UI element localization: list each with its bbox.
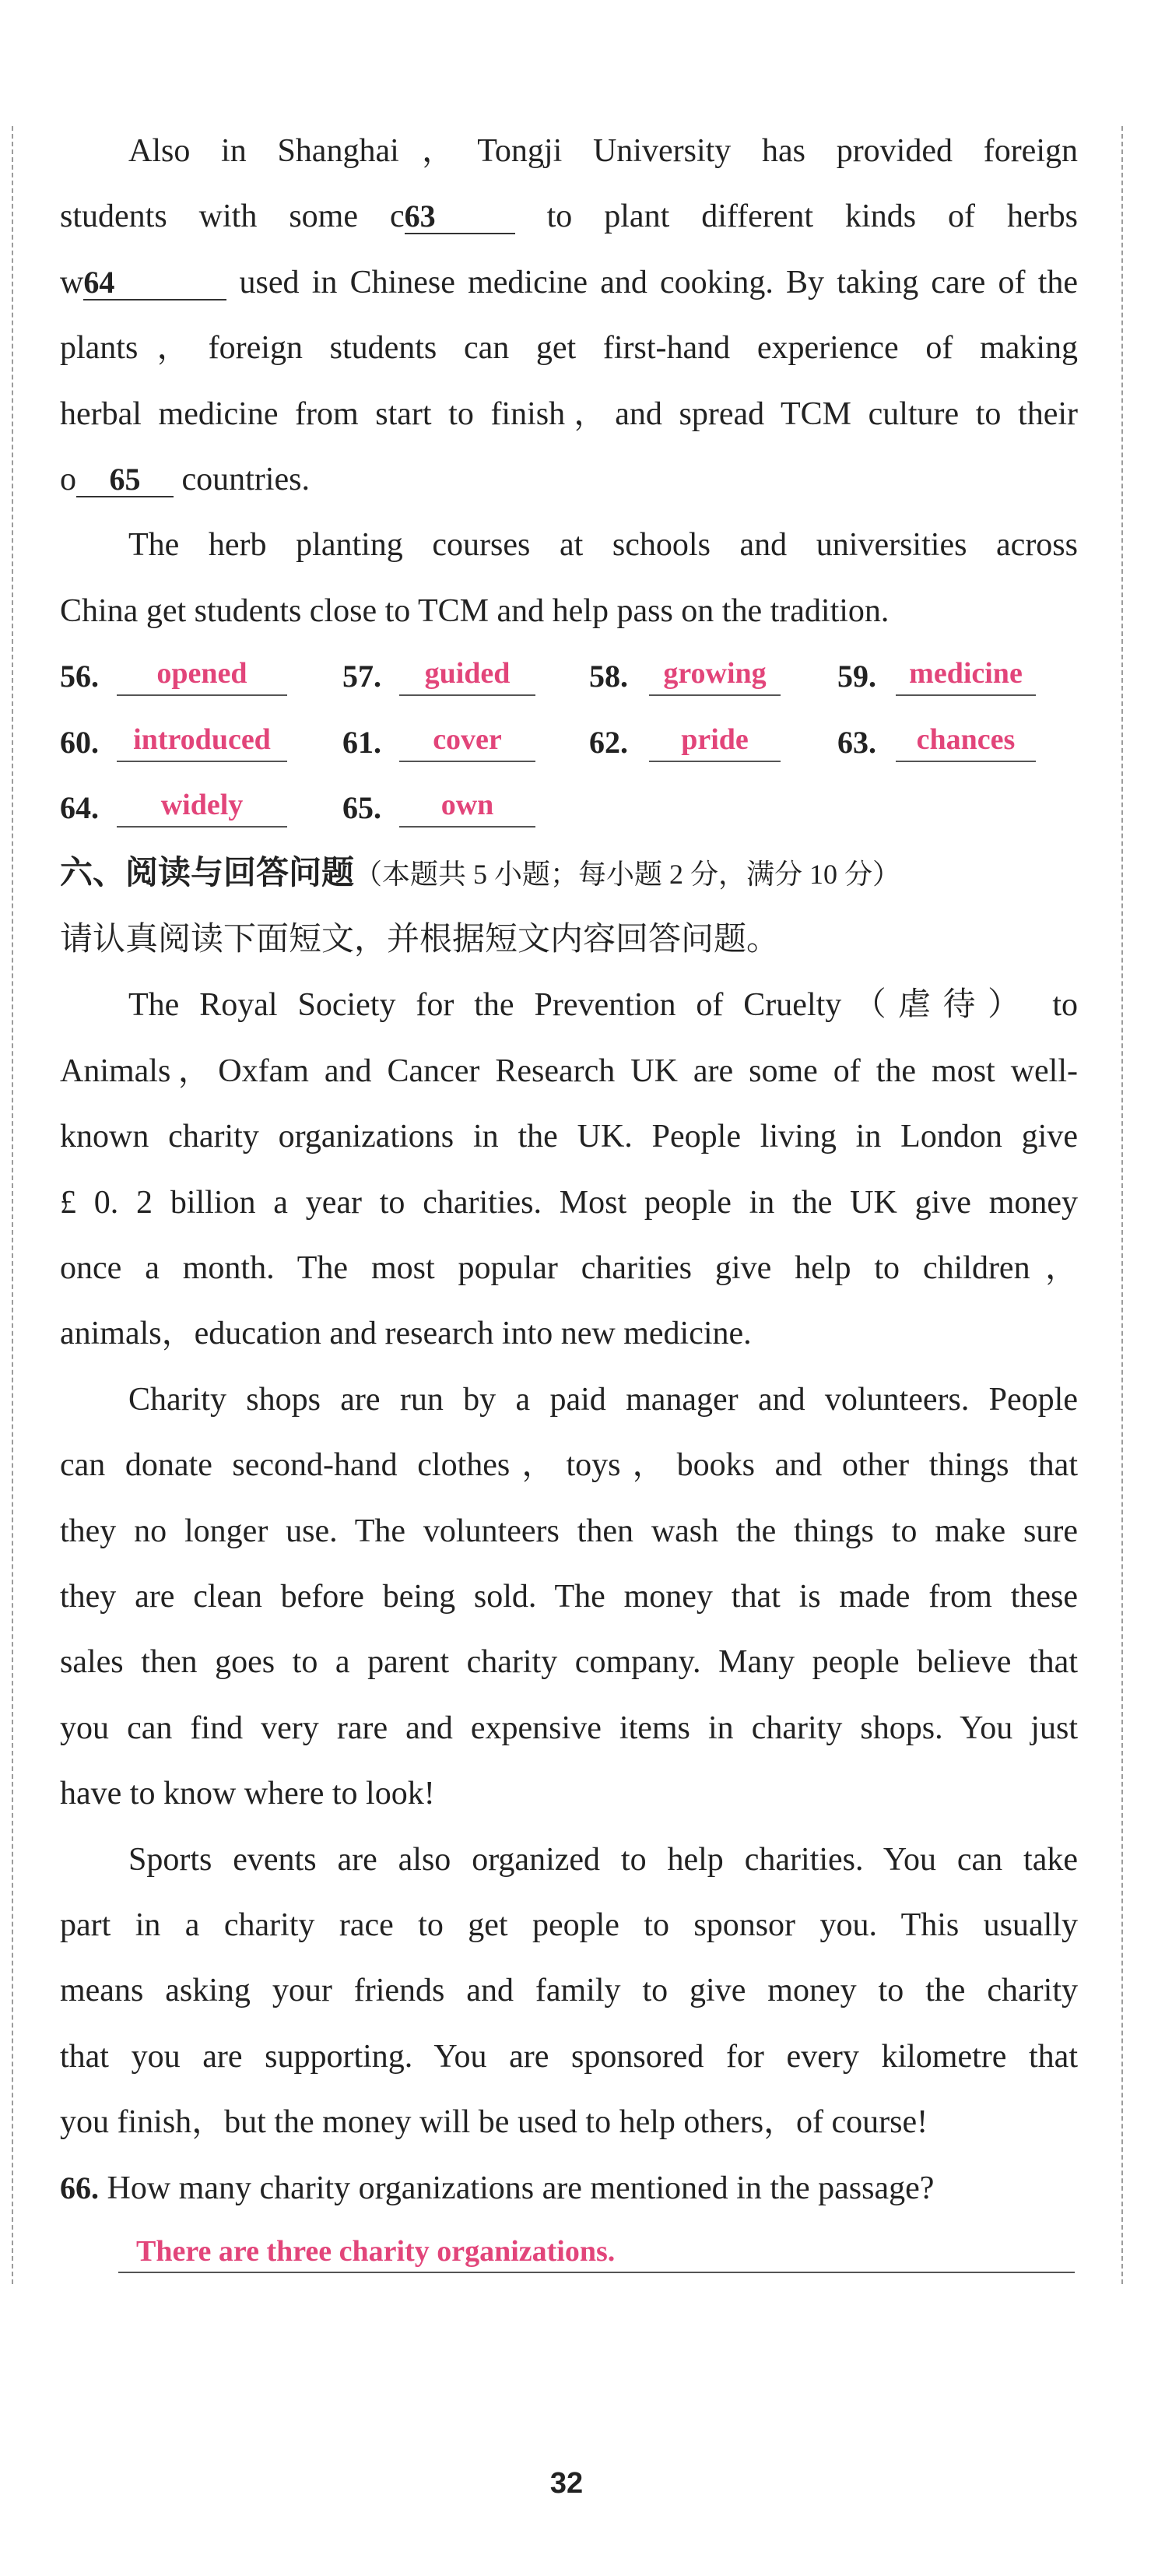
blank-65: 65 — [76, 463, 174, 497]
blank-64: 64 — [83, 266, 226, 300]
text-line — [60, 1301, 1078, 1366]
answer-text: medicine — [896, 653, 1036, 696]
answer-underline — [118, 2230, 1075, 2273]
line-text: students with some c — [60, 199, 405, 235]
line-text: known charity organizations in the UK. People living in London give — [60, 1119, 1078, 1155]
answer-text: growing — [649, 653, 781, 696]
answer-number: 57. — [342, 659, 381, 694]
left-dashed-margin — [12, 126, 13, 2284]
line-text: countries. — [181, 462, 310, 498]
text-line — [60, 381, 1078, 447]
answer-text: widely — [117, 785, 287, 828]
text-line — [60, 2024, 1078, 2089]
text-line — [60, 2089, 1078, 2155]
line-text: animals，education and research into new medicine. — [60, 1316, 752, 1352]
text-line — [60, 1038, 1078, 1104]
answer-number: 58. — [589, 659, 628, 694]
page-content — [60, 118, 1078, 2286]
text-line — [60, 184, 1078, 249]
line-text: to plant different kinds of herbs — [546, 199, 1078, 235]
section-heading — [60, 841, 1078, 906]
question-66 — [60, 2156, 1078, 2221]
line-text: £ 0. 2 billion a year to charities. Most people in the UK give money — [60, 1184, 1078, 1221]
line-text: can donate second-hand clothes，toys，books and other things that — [60, 1447, 1078, 1484]
line-text: Animals，Oxfam and Cancer Research UK are some of the most well- — [60, 1053, 1078, 1089]
blank-63: 63 — [405, 200, 515, 234]
text-line — [60, 447, 1078, 512]
question-text: How many charity organizations are mentioned in the passage? — [107, 2170, 935, 2206]
right-dashed-margin — [1121, 126, 1123, 2284]
line-text: that you are supporting. You are sponsored for every kilometre that — [60, 2038, 1078, 2075]
text-line — [60, 1827, 1078, 1892]
text-line — [60, 1170, 1078, 1235]
line-text: China get students close to TCM and help pass on the tradition. — [60, 592, 890, 629]
text-line — [60, 1432, 1078, 1498]
text-line — [60, 1367, 1078, 1432]
answer-text: guided — [399, 653, 535, 696]
line-text: they are clean before being sold. The money that is made from these — [60, 1578, 1078, 1615]
text-line — [60, 1235, 1078, 1301]
line-text: you finish，but the money will be used to help others，of course! — [60, 2104, 928, 2141]
answer-text: pride — [649, 719, 781, 762]
line-text: part in a charity race to get people to sponsor you. This usually — [60, 1907, 1078, 1943]
line-text: used in Chinese medicine and cooking. By taking care of the — [239, 264, 1079, 300]
answer-number: 56. — [60, 659, 99, 694]
answer-number: 65. — [342, 790, 381, 826]
line-text: sales then goes to a parent charity company. Many people believe that — [60, 1644, 1078, 1681]
line-text: Also in Shanghai，Tongji University has provided foreign — [128, 133, 1078, 169]
line-text: The herb planting courses at schools and universities across — [128, 527, 1078, 564]
answer-text: opened — [117, 653, 287, 696]
answer-text: introduced — [117, 719, 287, 762]
line-text: The Royal Society for the Prevention of Cruelty（虐待） to — [128, 987, 1078, 1024]
line-text: Sports events are also organized to help charities. You can take — [128, 1841, 1078, 1878]
line-text: w — [60, 264, 84, 300]
text-line — [60, 578, 1078, 644]
answer-text: own — [399, 785, 535, 828]
answer-text: chances — [896, 719, 1036, 762]
line-text: have to know where to look! — [60, 1776, 435, 1812]
answer-row — [60, 775, 1078, 841]
line-text: plants，foreign students can get first-hand experience of making — [60, 330, 1078, 367]
text-line — [60, 1499, 1078, 1564]
text-line — [60, 1696, 1078, 1761]
text-line — [60, 250, 1078, 315]
question-number: 66. — [60, 2170, 99, 2205]
question-66-answer-line — [60, 2221, 1078, 2286]
line-text: herbal medicine from start to finish，and spread TCM culture to their — [60, 395, 1078, 432]
line-text: o — [60, 462, 76, 498]
text-line — [60, 1104, 1078, 1169]
line-text: once a month. The most popular charities give help to children， — [60, 1249, 1078, 1286]
text-line — [60, 512, 1078, 578]
line-text: you can find very rare and expensive items in charity shops. You just — [60, 1710, 1078, 1746]
answer-number: 64. — [60, 790, 99, 826]
answer-row — [60, 644, 1078, 709]
text-line — [60, 1761, 1078, 1826]
text-line — [60, 118, 1078, 184]
section-title: 六、阅读与回答问题 — [60, 856, 355, 892]
section-note: （本题共 5 小题；每小题 2 分，满分 10 分） — [354, 859, 901, 891]
text-line — [60, 972, 1078, 1038]
text-line — [60, 1892, 1078, 1958]
text-line — [60, 1958, 1078, 2023]
line-text: means asking your friends and family to give money to the charity — [60, 1973, 1078, 2009]
text-line — [60, 1564, 1078, 1629]
answer-number: 62. — [589, 724, 628, 760]
answer-number: 63. — [837, 724, 876, 760]
answer-text: cover — [399, 719, 535, 762]
answer-number: 59. — [837, 659, 876, 694]
page-number: 32 — [549, 2467, 584, 2500]
text-line — [60, 1629, 1078, 1695]
text-line — [60, 315, 1078, 381]
answer-row — [60, 710, 1078, 775]
section-instruction — [60, 907, 1078, 972]
question-answer: There are three charity organizations. — [136, 2235, 616, 2268]
line-text: Charity shops are run by a paid manager and volunteers. People — [128, 1381, 1078, 1418]
line-text: they no longer use. The volunteers then wash the things to make sure — [60, 1513, 1078, 1549]
answer-number: 61. — [342, 724, 381, 760]
answer-number: 60. — [60, 724, 99, 760]
instruction-text: 请认真阅读下面短文，并根据短文内容回答问题。 — [60, 921, 780, 958]
